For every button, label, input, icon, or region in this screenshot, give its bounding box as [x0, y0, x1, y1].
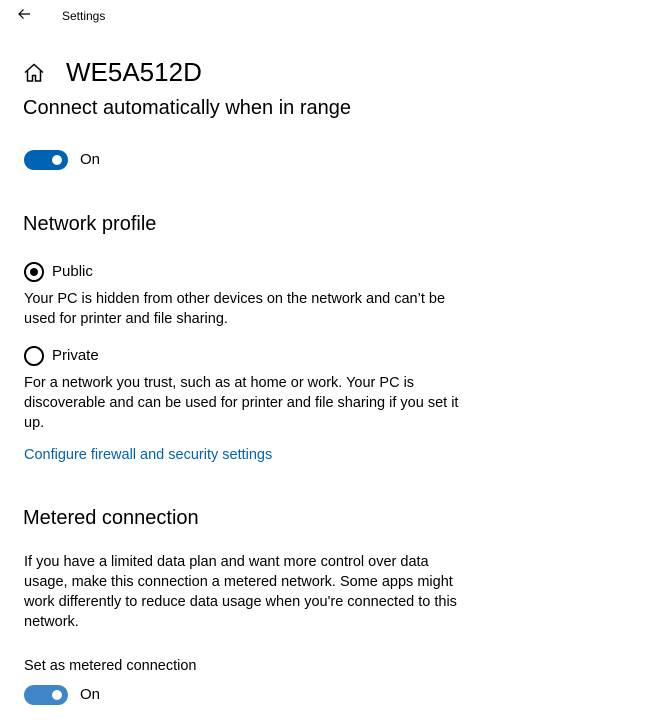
connect-auto-heading: Connect automatically when in range	[23, 97, 351, 119]
public-radio[interactable]	[24, 262, 44, 282]
connect-auto-toggle-state: On	[80, 151, 101, 168]
network-profile-heading: Network profile	[23, 213, 157, 235]
connect-auto-toggle[interactable]	[24, 150, 68, 170]
private-radio-label[interactable]: Private	[52, 347, 99, 364]
back-arrow-icon	[17, 7, 31, 26]
back-button[interactable]	[10, 4, 38, 28]
toggle-knob	[52, 155, 62, 165]
metered-description: If you have a limited data plan and want more control over data usage, make this connection a metered network. Some apps might work differently to reduce data usage when you're connected to this network.	[24, 554, 457, 630]
metered-toggle[interactable]	[24, 685, 68, 705]
configure-firewall-link[interactable]: Configure firewall and security settings	[24, 447, 273, 463]
metered-connection-heading: Metered connection	[23, 507, 199, 529]
private-radio[interactable]	[24, 346, 44, 366]
page-title: WE5A512D	[66, 57, 202, 87]
private-description: For a network you trust, such as at home or work. Your PC is discoverable and can be used for printer and file sharing if you set it up.	[24, 375, 459, 431]
public-radio-label[interactable]: Public	[52, 263, 93, 280]
metered-toggle-label: Set as metered connection	[24, 658, 197, 674]
home-icon	[22, 61, 46, 85]
public-description: Your PC is hidden from other devices on the network and can’t be used for printer and file sharing.	[24, 291, 446, 327]
metered-toggle-state: On	[80, 686, 101, 703]
window-title: Settings	[62, 9, 106, 23]
title-bar	[0, 0, 656, 34]
radio-selected-dot	[30, 268, 38, 276]
toggle-knob	[52, 690, 62, 700]
